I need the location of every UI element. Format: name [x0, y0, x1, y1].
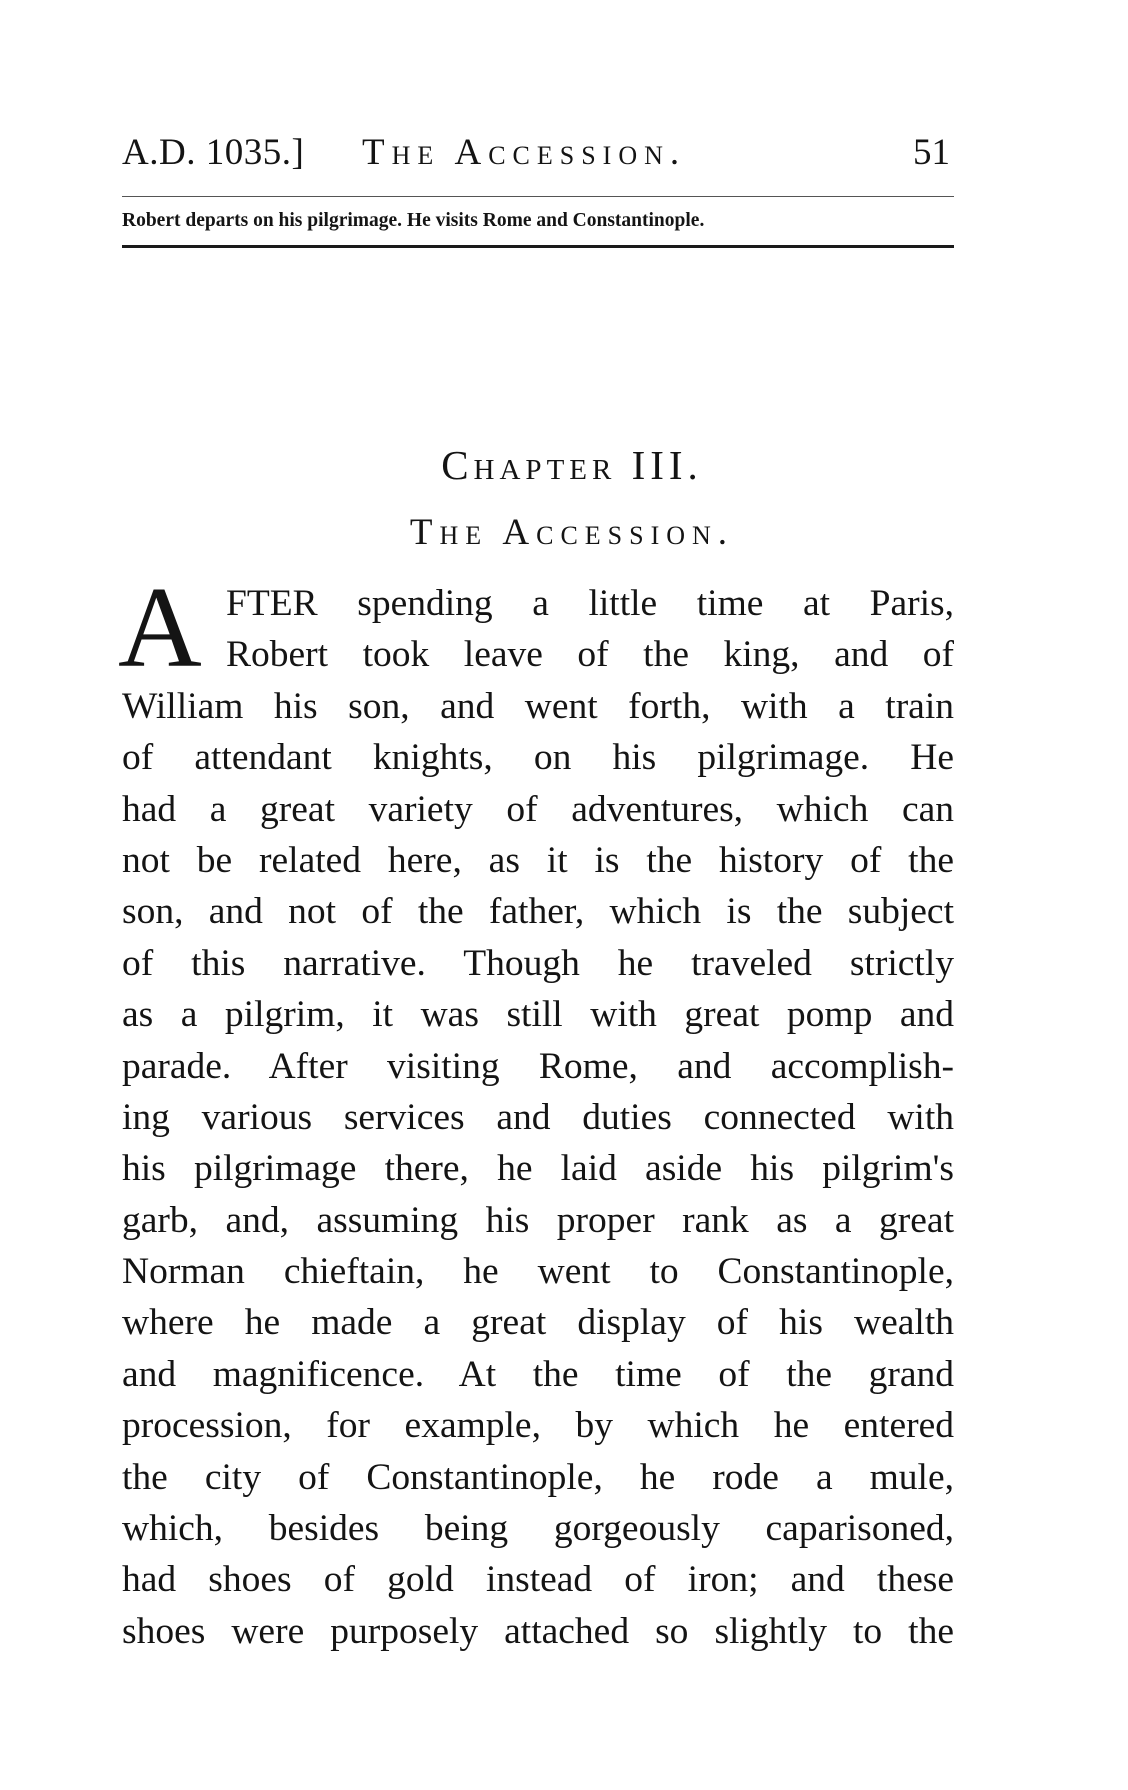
text-line: garb, and, assuming his proper rank as a great	[122, 1199, 954, 1241]
text-line: parade. After visiting Rome, and accomplish-	[122, 1045, 954, 1087]
text-line: his pilgrimage there, he laid aside his pilgrim's	[122, 1148, 954, 1190]
text-line: where he made a great display of his wealth	[122, 1302, 954, 1344]
running-head-title: The Accession.	[362, 132, 687, 173]
page-summary: Robert departs on his pilgrimage. He visits Rome and Constantinople.	[122, 210, 705, 231]
text-line: which, besides being gorgeously caparisoned,	[122, 1508, 954, 1550]
text-line: FTER spending a little time at Paris,	[226, 583, 954, 624]
text-line: ing various services and duties connected with	[122, 1096, 954, 1138]
text-line: had a great variety of adventures, which can	[122, 788, 954, 830]
text-line: and magnificence. At the time of the grand	[122, 1353, 954, 1395]
text-line: William his son, and went forth, with a train	[122, 685, 954, 727]
text-line: procession, for example, by which he entered	[122, 1405, 954, 1447]
chapter-title: The Accession.	[409, 512, 735, 553]
text-line: of this narrative. Though he traveled strictly	[122, 942, 954, 984]
text-line: Norman chieftain, he went to Constantinople,	[122, 1251, 954, 1293]
text-line: the city of Constantinople, he rode a mule,	[122, 1456, 954, 1498]
body-text	[122, 578, 954, 1657]
page-number: 51	[913, 132, 950, 173]
header-rule-bottom	[122, 245, 954, 248]
text-line: of attendant knights, on his pilgrimage. He	[122, 737, 954, 779]
running-head-date: A.D. 1035.]	[122, 132, 305, 173]
text-line: had shoes of gold instead of iron; and these	[122, 1559, 954, 1601]
drop-cap: A	[118, 564, 202, 692]
text-line: shoes were purposely attached so slightly to the	[122, 1610, 954, 1652]
text-line: as a pilgrim, it was still with great pomp and	[122, 994, 954, 1036]
header-rule-top	[122, 196, 954, 197]
text-line: son, and not of the father, which is the subject	[122, 891, 954, 933]
text-line: not be related here, as it is the history of the	[122, 839, 954, 881]
text-line: Robert took leave of the king, and of	[226, 634, 954, 676]
running-head	[122, 128, 952, 178]
chapter-number: Chapter III.	[441, 442, 703, 488]
